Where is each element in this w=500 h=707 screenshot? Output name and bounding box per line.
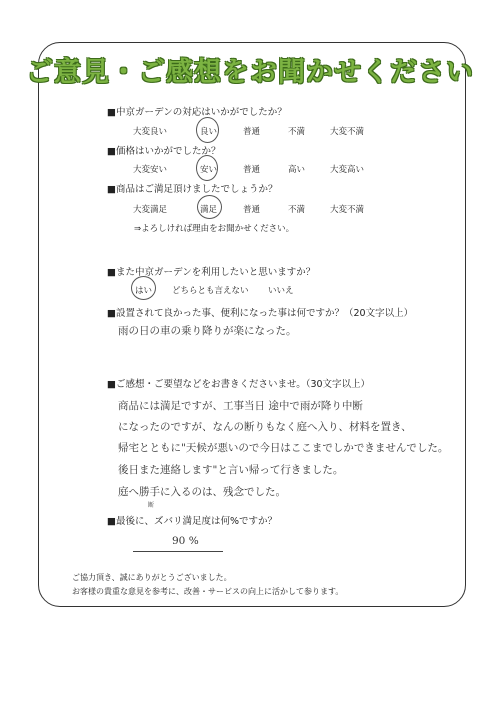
footer-improvement: お客様の貴重な意見を参考に、改善・サービスの向上に活かして参ります。 bbox=[72, 587, 344, 596]
option-service-very-dissatisfied[interactable]: 大変不満 bbox=[330, 127, 365, 137]
option-reuse-yes[interactable]: はい bbox=[135, 286, 153, 296]
option-price-very-expensive[interactable]: 大変高い bbox=[330, 165, 365, 175]
selected-circle-service bbox=[196, 117, 219, 143]
satisfaction-answer-line bbox=[133, 551, 223, 552]
selected-circle-product bbox=[197, 195, 222, 219]
benefit-answer: 雨の日の車の乗り降りが楽になった。 bbox=[118, 325, 297, 337]
comments-line-3: 帰宅とともに"天候が悪いので今日はここまでしかできませんでした。 bbox=[118, 442, 449, 454]
option-price-very-cheap[interactable]: 大変安い bbox=[133, 165, 168, 175]
option-price-expensive[interactable]: 高い bbox=[288, 165, 306, 175]
comments-line-4: 後日また連絡します"と言い帰って行きました。 bbox=[118, 464, 344, 476]
option-product-very-satisfied[interactable]: 大変満足 bbox=[133, 205, 168, 215]
satisfaction-answer: 90 % bbox=[172, 535, 199, 547]
option-product-satisfied[interactable]: 満足 bbox=[200, 205, 218, 215]
comments-line-1: 商品には満足ですが、工事当日 途中で雨が降り中断 bbox=[118, 400, 363, 412]
question-comments: ■ご感想・ご要望などをお書きくださいませ。（30文字以上） bbox=[107, 379, 371, 390]
question-product: ■商品はご満足頂けましたでしょうか？ bbox=[107, 184, 278, 195]
comments-line-5: 庭へ勝手に入るのは、残念でした。 bbox=[118, 486, 286, 498]
option-product-dissatisfied[interactable]: 不満 bbox=[288, 205, 306, 215]
comments-line-2: になったのですが、なんの断りもなく庭へ入り、材料を置き、 bbox=[118, 421, 412, 433]
option-product-very-dissatisfied[interactable]: 大変不満 bbox=[330, 205, 365, 215]
question-price: ■価格はいかがでしたか？ bbox=[107, 146, 221, 157]
question-service: ■中京ガーデンの対応はいかがでしたか？ bbox=[107, 107, 287, 118]
option-service-good[interactable]: 良い bbox=[200, 127, 218, 137]
option-service-very-good[interactable]: 大変良い bbox=[133, 127, 168, 137]
option-service-normal[interactable]: 普通 bbox=[243, 127, 261, 137]
option-price-cheap[interactable]: 安い bbox=[200, 165, 218, 175]
survey-title: ご意見・ご感想をお聞かせください bbox=[26, 57, 474, 88]
question-satisfaction: ■最後に、ズバリ満足度は何%ですか？ bbox=[107, 516, 278, 527]
option-reuse-neither[interactable]: どちらとも言えない bbox=[172, 286, 249, 296]
option-reuse-no[interactable]: いいえ bbox=[268, 286, 294, 296]
question-reuse: ■また中京ガーデンを利用したいと思いますか？ bbox=[107, 267, 316, 278]
footer-thanks: ご協力頂き、誠にありがとうございました。 bbox=[72, 573, 232, 582]
question-benefit: ■設置されて良かった事、便利になった事は何ですか？（20文字以上） bbox=[107, 308, 414, 319]
option-product-normal[interactable]: 普通 bbox=[243, 205, 261, 215]
comments-annotation: 断 bbox=[148, 502, 155, 509]
reason-note: ⇒よろしければ理由をお聞かせください。 bbox=[134, 224, 295, 234]
option-price-normal[interactable]: 普通 bbox=[243, 165, 261, 175]
selected-circle-reuse bbox=[131, 276, 156, 300]
selected-circle-price bbox=[196, 155, 218, 181]
option-service-dissatisfied[interactable]: 不満 bbox=[288, 127, 306, 137]
